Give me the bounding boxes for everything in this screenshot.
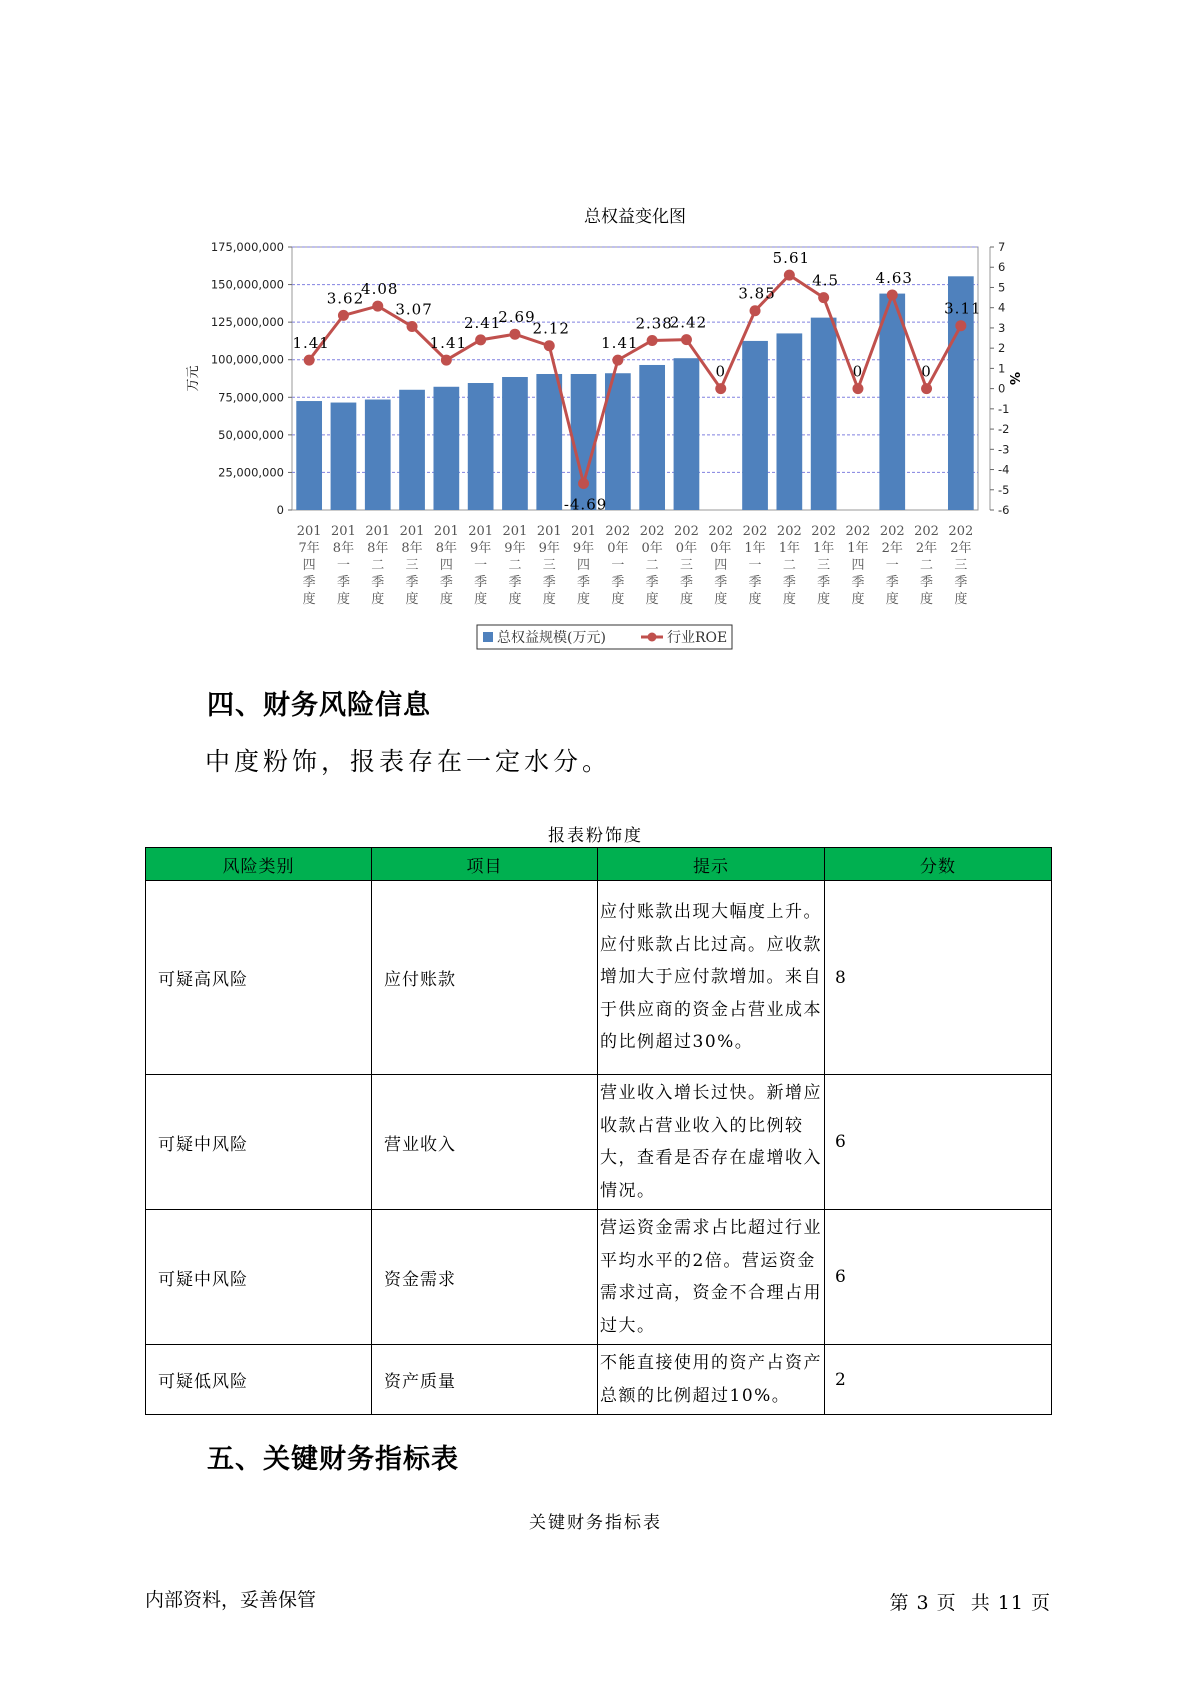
- roe-data-label: 2.38: [635, 314, 673, 333]
- y-left-tick-label: 0: [276, 503, 284, 517]
- x-tick-label: 一: [885, 558, 899, 573]
- x-tick-label: 二: [782, 558, 796, 573]
- roe-data-label: 4.08: [361, 280, 399, 299]
- x-tick-label: 202: [811, 524, 837, 539]
- risk-item: 营业收入: [372, 1075, 598, 1210]
- section5-heading: 五、关键财务指标表: [207, 1444, 459, 1475]
- y-right-tick-label: 3: [998, 320, 1006, 335]
- x-tick-label: 201: [468, 524, 494, 539]
- header-category: 风险类别: [146, 848, 372, 881]
- x-tick-label: 201: [433, 524, 459, 539]
- roe-data-label: 1.41: [429, 334, 468, 353]
- y-left-tick-label: 75,000,000: [218, 390, 284, 405]
- x-tick-label: 季: [405, 575, 419, 590]
- bar-0: [296, 401, 322, 510]
- x-tick-label: 0年: [675, 541, 698, 556]
- roe-point-15: [818, 292, 829, 303]
- roe-data-label: 2.12: [532, 319, 570, 338]
- x-tick-label: 四: [851, 558, 865, 573]
- x-tick-label: 202: [879, 524, 905, 539]
- x-tick-label: 202: [914, 524, 939, 539]
- x-tick-label: 202: [605, 524, 631, 539]
- y-right-tick-label: -1: [998, 401, 1010, 416]
- x-tick-label: 2年: [950, 541, 972, 556]
- bar-3: [399, 390, 425, 510]
- risk-item: 资产质量: [372, 1345, 598, 1415]
- legend-bar-label: 总权益规模(万元): [497, 630, 606, 646]
- y-right-tick-label: 2: [998, 341, 1006, 356]
- x-tick-label: 一: [748, 558, 762, 573]
- x-tick-label: 8年: [367, 541, 389, 556]
- x-tick-label: 9年: [538, 541, 560, 556]
- x-tick-label: 二: [920, 558, 934, 573]
- x-tick-label: 季: [679, 575, 693, 590]
- risk-category: 可疑中风险: [146, 1075, 372, 1210]
- roe-data-label: -4.69: [563, 495, 608, 514]
- roe-point-0: [304, 355, 315, 366]
- risk-table-caption: 报表粉饰度: [548, 826, 643, 846]
- y-right-tick-label: -5: [998, 482, 1010, 497]
- y-left-tick-label: 125,000,000: [210, 315, 284, 330]
- y-left-tick-label: 150,000,000: [210, 277, 284, 292]
- x-tick-label: 度: [577, 592, 591, 607]
- x-tick-label: 二: [371, 558, 385, 573]
- x-tick-label: 季: [371, 575, 385, 590]
- x-tick-label: 季: [748, 575, 762, 590]
- risk-item: 应付账款: [372, 881, 598, 1075]
- table-row: [146, 1075, 1052, 1210]
- roe-data-label: 3.62: [326, 289, 365, 308]
- x-tick-label: 8年: [332, 541, 355, 556]
- roe-point-2: [372, 301, 383, 312]
- roe-point-17: [887, 289, 898, 300]
- x-tick-label: 度: [679, 592, 693, 607]
- risk-hint: 不能直接使用的资产占资产总额的比例超过10%。: [598, 1345, 825, 1415]
- x-tick-label: 三: [817, 558, 831, 573]
- y-right-tick-label: 5: [998, 280, 1006, 295]
- key-indicator-caption: 关键财务指标表: [529, 1513, 662, 1533]
- y-left-tick-label: 50,000,000: [218, 427, 284, 442]
- x-tick-label: 201: [365, 524, 391, 539]
- y-right-label: %: [1006, 371, 1021, 386]
- equity-chart: [0, 0, 1191, 660]
- x-tick-label: 度: [714, 592, 728, 607]
- bar-6: [502, 377, 528, 510]
- roe-point-14: [784, 270, 795, 281]
- x-tick-label: 一: [336, 558, 350, 573]
- roe-data-label: 3.11: [944, 299, 982, 318]
- x-tick-label: 度: [817, 592, 831, 607]
- risk-score: 6: [825, 1210, 1052, 1345]
- risk-category: 可疑中风险: [146, 1210, 372, 1345]
- x-tick-label: 季: [302, 575, 316, 590]
- roe-point-7: [544, 340, 555, 351]
- x-tick-label: 二: [508, 558, 522, 573]
- x-tick-label: 季: [885, 575, 899, 590]
- roe-point-4: [441, 355, 452, 366]
- x-tick-label: 202: [742, 524, 768, 539]
- x-tick-label: 201: [571, 524, 596, 539]
- roe-data-label: 2.41: [463, 313, 502, 332]
- x-tick-label: 三: [542, 558, 556, 573]
- y-right-tick-label: 7: [998, 240, 1006, 254]
- roe-data-label: 2.69: [498, 308, 536, 327]
- risk-score: 8: [825, 881, 1052, 1075]
- x-tick-label: 202: [708, 524, 734, 539]
- x-tick-label: 度: [954, 592, 968, 607]
- x-tick-label: 季: [920, 575, 934, 590]
- risk-hint: 应付账款出现大幅度上升。应付账款占比过高。应收款增加大于应付款增加。来自于供应商的资金占营业成本的比例超过30%。: [598, 881, 825, 1075]
- table-row: [146, 1210, 1052, 1345]
- x-tick-label: 度: [508, 592, 522, 607]
- risk-score: 2: [825, 1345, 1052, 1415]
- legend-line-marker: [648, 633, 657, 642]
- x-tick-label: 三: [679, 558, 693, 573]
- table-row: [146, 881, 1052, 1075]
- x-tick-label: 四: [577, 558, 591, 573]
- roe-point-5: [475, 334, 486, 345]
- risk-hint: 营运资金需求占比超过行业平均水平的2倍。营运资金需求过高，资金不合理占用过大。: [598, 1210, 825, 1345]
- x-tick-label: 201: [331, 524, 356, 539]
- x-tick-label: 201: [502, 524, 528, 539]
- x-tick-label: 季: [645, 575, 659, 590]
- roe-data-label: 1.41: [601, 334, 639, 353]
- x-tick-label: 度: [645, 592, 659, 607]
- section4-summary: 中度粉饰，报表存在一定水分。: [205, 747, 612, 776]
- chart-title: 总权益变化图: [584, 207, 686, 227]
- x-tick-label: 季: [611, 575, 625, 590]
- x-tick-label: 度: [920, 592, 934, 607]
- bar-14: [776, 333, 802, 510]
- x-tick-label: 度: [371, 592, 385, 607]
- x-tick-label: 9年: [572, 541, 595, 556]
- roe-point-3: [407, 321, 418, 332]
- x-tick-label: 一: [474, 558, 488, 573]
- roe-data-label: 4.5: [812, 271, 840, 290]
- x-tick-label: 季: [336, 575, 350, 590]
- x-tick-label: 201: [399, 524, 425, 539]
- x-tick-label: 一: [611, 558, 625, 573]
- x-tick-label: 201: [296, 524, 322, 539]
- x-tick-label: 度: [439, 592, 453, 607]
- x-tick-label: 202: [845, 524, 871, 539]
- y-left-label: 万元: [186, 365, 201, 392]
- x-tick-label: 季: [954, 575, 968, 590]
- y-right-tick-label: 6: [998, 260, 1006, 275]
- x-tick-label: 度: [748, 592, 762, 607]
- roe-point-8: [578, 478, 589, 489]
- x-tick-label: 0年: [641, 541, 663, 556]
- x-tick-label: 度: [782, 592, 796, 607]
- x-tick-label: 四: [439, 558, 453, 573]
- x-tick-label: 四: [714, 558, 728, 573]
- roe-data-label: 3.07: [395, 300, 433, 319]
- y-right-tick-label: 4: [998, 300, 1006, 315]
- footer-page-number: 第 3 页 共 11 页: [889, 1592, 1051, 1614]
- risk-score: 6: [825, 1075, 1052, 1210]
- x-tick-label: 1年: [847, 541, 869, 556]
- x-tick-label: 0年: [607, 541, 629, 556]
- x-tick-label: 三: [954, 558, 968, 573]
- roe-data-label: 5.61: [772, 249, 811, 268]
- x-tick-label: 1年: [778, 541, 800, 556]
- y-right-tick-label: -3: [998, 442, 1010, 457]
- roe-point-19: [955, 320, 966, 331]
- y-right-tick-label: -6: [998, 503, 1010, 517]
- x-tick-label: 8年: [401, 541, 423, 556]
- risk-hint: 营业收入增长过快。新增应收款占营业收入的比例较大，查看是否存在虚增收入情况。: [598, 1075, 825, 1210]
- risk-item: 资金需求: [372, 1210, 598, 1345]
- x-tick-label: 8年: [435, 541, 457, 556]
- x-tick-label: 季: [508, 575, 522, 590]
- x-tick-label: 9年: [470, 541, 492, 556]
- header-score: 分数: [825, 848, 1052, 881]
- x-tick-label: 季: [577, 575, 591, 590]
- header-item: 项目: [372, 848, 598, 881]
- section4-heading: 四、财务风险信息: [207, 690, 431, 721]
- x-tick-label: 度: [336, 592, 350, 607]
- risk-table: [145, 847, 1052, 1415]
- roe-data-label: 0: [921, 362, 932, 381]
- bar-4: [433, 387, 459, 510]
- x-tick-label: 202: [674, 524, 699, 539]
- x-tick-label: 201: [536, 524, 562, 539]
- x-tick-label: 四: [302, 558, 316, 573]
- x-tick-label: 三: [405, 558, 419, 573]
- roe-data-label: 4.63: [875, 268, 913, 287]
- bar-11: [674, 358, 700, 510]
- x-tick-label: 7年: [298, 541, 320, 556]
- x-tick-label: 9年: [504, 541, 526, 556]
- bar-13: [742, 341, 768, 510]
- x-tick-label: 202: [639, 524, 665, 539]
- risk-table-header-row: [146, 848, 1052, 881]
- x-tick-label: 度: [542, 592, 556, 607]
- bar-5: [468, 383, 494, 510]
- x-tick-label: 季: [851, 575, 865, 590]
- x-tick-label: 202: [948, 524, 974, 539]
- x-tick-label: 季: [474, 575, 488, 590]
- roe-point-11: [681, 334, 692, 345]
- x-tick-label: 度: [611, 592, 625, 607]
- bar-15: [811, 318, 837, 510]
- y-left-tick-label: 175,000,000: [210, 240, 284, 254]
- roe-data-label: 2.42: [669, 313, 708, 332]
- legend-line-label: 行业ROE: [667, 630, 728, 646]
- roe-point-12: [715, 383, 726, 394]
- x-tick-label: 季: [439, 575, 453, 590]
- y-left-tick-label: 100,000,000: [210, 352, 284, 367]
- x-tick-label: 二: [645, 558, 659, 573]
- roe-point-13: [750, 305, 761, 316]
- header-hint: 提示: [598, 848, 825, 881]
- x-tick-label: 2年: [881, 541, 903, 556]
- x-tick-label: 季: [542, 575, 556, 590]
- x-tick-label: 度: [885, 592, 899, 607]
- y-right-tick-label: 0: [998, 381, 1006, 396]
- bar-10: [639, 365, 665, 510]
- roe-data-label: 1.41: [292, 334, 330, 353]
- y-right-tick-label: -2: [998, 422, 1010, 437]
- roe-point-9: [612, 355, 623, 366]
- x-tick-label: 0年: [710, 541, 732, 556]
- roe-point-6: [509, 329, 520, 340]
- roe-data-label: 0: [852, 362, 864, 381]
- bar-1: [331, 403, 357, 510]
- y-right-tick-label: -4: [998, 462, 1010, 477]
- roe-point-18: [921, 383, 932, 394]
- x-tick-label: 度: [474, 592, 488, 607]
- roe-point-1: [338, 310, 349, 321]
- x-tick-label: 季: [714, 575, 728, 590]
- x-tick-label: 1年: [744, 541, 766, 556]
- x-tick-label: 202: [776, 524, 802, 539]
- x-tick-label: 季: [817, 575, 831, 590]
- bar-2: [365, 400, 391, 510]
- y-left-tick-label: 25,000,000: [218, 465, 284, 480]
- y-right-tick-label: 1: [998, 361, 1006, 376]
- x-tick-label: 度: [302, 592, 316, 607]
- footer-confidential: 内部资料，妥善保管: [145, 1589, 317, 1611]
- roe-point-16: [852, 383, 863, 394]
- legend-bar-swatch: [483, 632, 493, 642]
- x-tick-label: 2年: [915, 541, 938, 556]
- roe-point-10: [647, 335, 658, 346]
- x-tick-label: 度: [851, 592, 865, 607]
- x-tick-label: 1年: [813, 541, 835, 556]
- roe-data-label: 3.85: [738, 284, 776, 303]
- risk-category: 可疑低风险: [146, 1345, 372, 1415]
- risk-category: 可疑高风险: [146, 881, 372, 1075]
- bar-17: [879, 294, 905, 510]
- x-tick-label: 季: [782, 575, 796, 590]
- roe-data-label: 0: [715, 362, 727, 381]
- table-row: [146, 1345, 1052, 1415]
- x-tick-label: 度: [405, 592, 419, 607]
- bar-7: [536, 374, 562, 510]
